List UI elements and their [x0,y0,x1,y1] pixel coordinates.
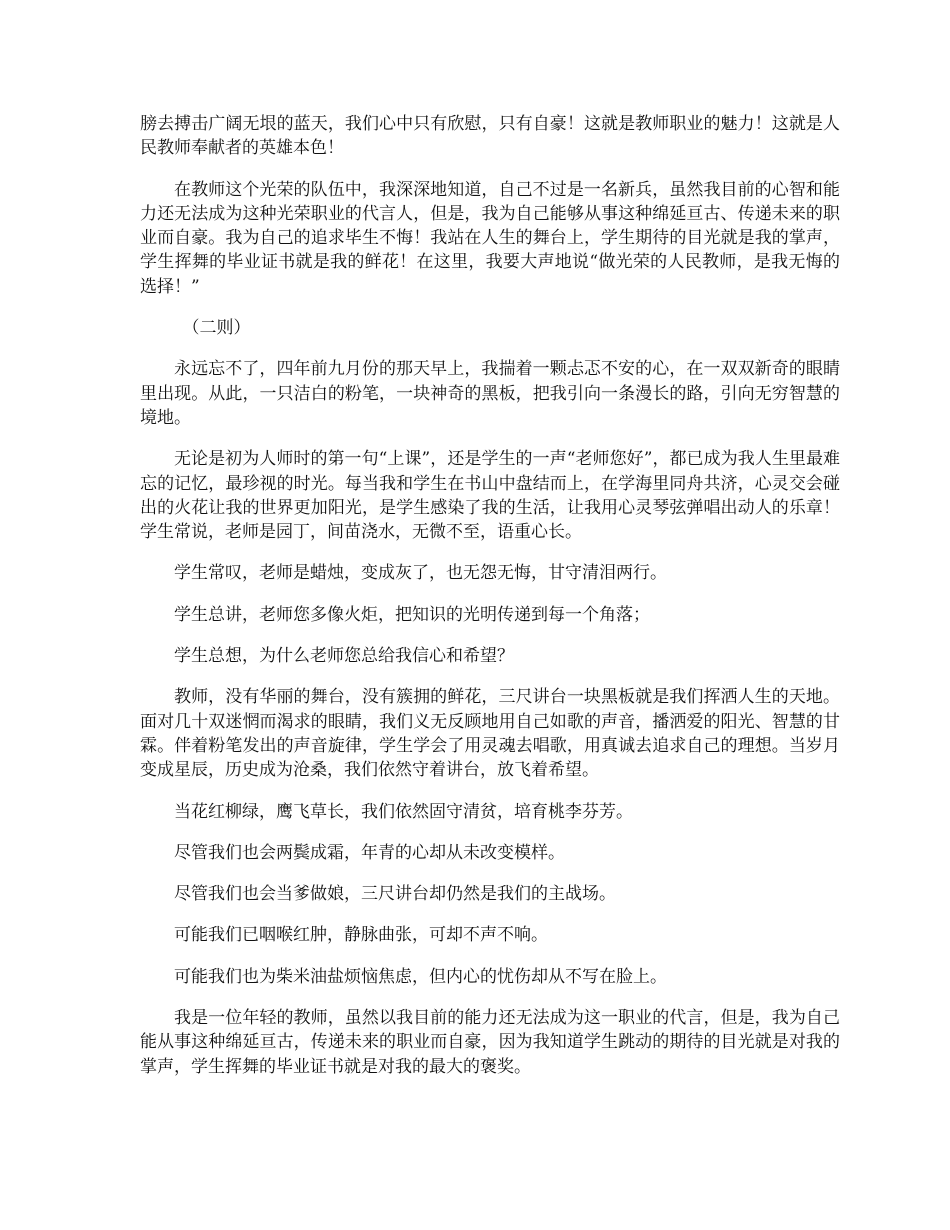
paragraph: 尽管我们也会两鬓成霜，年青的心却从未改变模样。 [174,842,565,863]
paragraph: 在教师这个光荣的队伍中，我深深地知道，自己不过是一名新兵，虽然我目前的心智和能力还无法成为这种光荣职业的代言人，但是，我为自己能够从事这种绵延亘古、传递未来的职业而自豪。我为自己的追求毕生不悔！我站在人生的舞台上，学生期待的目光就是我的掌声，学生挥舞的毕业证书就是我的鲜花！在这里，我要大声地说“做光荣的人民教师，是我无悔的选择！” [140,179,840,297]
paragraph: 永远忘不了，四年前九月份的那天早上，我揣着一颗忐忑不安的心，在一双双新奇的眼睛里出现。从此，一只洁白的粉笔，一块神奇的黑板，把我引向一条漫长的路，引向无穷智慧的境地。 [140,359,840,428]
paragraph: 当花红柳绿，鹰飞草长，我们依然固守清贫，培育桃李芬芳。 [174,801,633,822]
paragraph: 可能我们已咽喉红肿，静脉曲张，可却不声不响。 [174,925,548,946]
paragraph: 我是一位年轻的教师，虽然以我目前的能力还无法成为这一职业的代言，但是，我为自己能从事这种绵延亘古，传递未来的职业而自豪，因为我知道学生跳动的期待的目光就是对我的掌声，学生挥舞的毕业证书就是对我的最大的褒奖。 [140,1008,840,1077]
paragraph: 尽管我们也会当爹做娘，三尺讲台却仍然是我们的主战场。 [174,884,616,905]
document-page [140,112,840,1096]
section-heading: （二则） [182,318,251,339]
paragraph: 学生常叹，老师是蜡烛，变成灰了，也无怨无悔，甘守清泪两行。 [174,563,667,584]
paragraph: 教师，没有华丽的舞台，没有簇拥的鲜花，三尺讲台一块黑板就是我们挥洒人生的天地。面对几十双迷惘而渴求的眼睛，我们义无反顾地用自己如歌的声音，播洒爱的阳光、智慧的甘霖。伴着粉笔发出的声音旋律，学生学会了用灵魂去唱歌，用真诚去追求自己的理想。当岁月变成星辰，历史成为沧桑，我们依然守着讲台，放飞着希望。 [140,687,840,781]
paragraph: 无论是初为人师时的第一句“上课”，还是学生的一声“老师您好”，都已成为我人生里最难忘的记忆，最珍视的时光。每当我和学生在书山中盘结而上，在学海里同舟共济，心灵交会碰出的火花让我的世界更加阳光，是学生感染了我的生活，让我用心灵琴弦弹唱出动人的乐章！学生常说，老师是园丁，间苗浇水，无微不至，语重心长。 [140,449,840,543]
paragraph: 学生总讲，老师您多像火炬，把知识的光明传递到每一个角落； [174,604,650,625]
paragraph: 可能我们也为柴米油盐烦恼焦虑，但内心的忧伤却从不写在脸上。 [174,966,667,987]
paragraph: 学生总想，为什么老师您总给我信心和希望？ [174,646,514,667]
paragraph-continuation: 膀去搏击广阔无垠的蓝天，我们心中只有欣慰，只有自豪！这就是教师职业的魅力！这就是人民教师奉献者的英雄本色！ [140,114,840,159]
